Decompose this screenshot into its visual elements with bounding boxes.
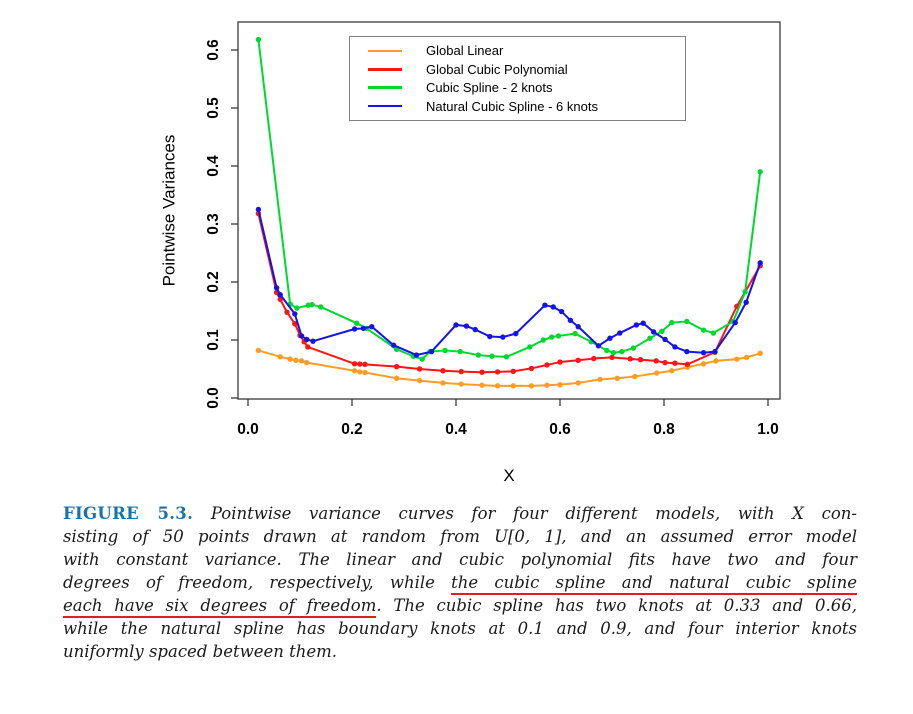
legend-item-global-cubic xyxy=(350,62,685,77)
data-point xyxy=(572,331,577,336)
data-point xyxy=(669,368,674,373)
data-point xyxy=(513,331,518,336)
data-point xyxy=(734,356,739,361)
caption-text: with constant variance. The linear and cubic polynomial fits have two and four xyxy=(63,550,857,569)
data-point xyxy=(287,356,292,361)
data-point xyxy=(473,327,478,332)
data-point xyxy=(352,326,357,331)
data-point xyxy=(357,361,362,366)
data-point xyxy=(459,369,464,374)
data-point xyxy=(758,169,763,174)
y-axis-tick-label: 0.0 xyxy=(205,387,223,409)
legend-label: Global Cubic Polynomial xyxy=(426,61,568,77)
data-point xyxy=(654,370,659,375)
figure-caption xyxy=(63,502,857,663)
x-axis-tick-label: 0.6 xyxy=(549,421,571,438)
data-point xyxy=(293,358,298,363)
data-point xyxy=(685,362,690,367)
data-point xyxy=(544,383,549,388)
data-point xyxy=(654,358,659,363)
data-point xyxy=(733,320,738,325)
data-point xyxy=(294,305,299,310)
x-axis-title: X xyxy=(503,466,515,485)
data-point xyxy=(511,383,516,388)
legend-label: Natural Cubic Spline - 6 knots xyxy=(426,98,598,114)
data-point xyxy=(504,354,509,359)
data-point xyxy=(542,303,547,308)
data-point xyxy=(284,309,289,314)
data-point xyxy=(417,366,422,371)
data-point xyxy=(701,327,706,332)
caption-underlined-text: each have six degrees of freedom xyxy=(63,596,376,618)
legend-label: Global Linear xyxy=(426,43,504,59)
data-point xyxy=(278,292,283,297)
legend-label: Cubic Spline - 2 knots xyxy=(426,80,553,96)
caption-text: uniformly spaced between them. xyxy=(63,642,338,661)
y-axis-tick-label: 0.4 xyxy=(205,155,223,177)
data-point xyxy=(495,383,500,388)
data-point xyxy=(440,368,445,373)
data-point xyxy=(391,343,396,348)
data-point xyxy=(299,333,304,338)
y-axis-title: Pointwise Variances xyxy=(159,134,179,287)
data-point xyxy=(549,334,554,339)
x-axis-tick-label: 1.0 xyxy=(757,421,779,438)
caption-underlined-text: the cubic spline and natural cubic spline xyxy=(451,573,857,595)
data-point xyxy=(299,358,304,363)
y-axis-tick-label: 0.2 xyxy=(205,271,223,293)
data-point xyxy=(628,356,633,361)
y-axis-tick-label: 0.3 xyxy=(205,213,223,235)
data-point xyxy=(309,302,314,307)
data-point xyxy=(369,324,374,329)
data-point xyxy=(489,354,494,359)
data-point xyxy=(274,285,279,290)
caption-line xyxy=(63,594,857,617)
legend-line-swatch xyxy=(368,105,402,108)
data-point xyxy=(414,352,419,357)
data-point xyxy=(607,336,612,341)
data-point xyxy=(557,359,562,364)
data-point xyxy=(352,361,357,366)
data-point xyxy=(318,304,323,309)
data-point xyxy=(479,383,484,388)
data-point xyxy=(742,289,747,294)
data-point xyxy=(420,356,425,361)
data-point xyxy=(576,358,581,363)
legend-item-global-linear xyxy=(350,43,685,58)
x-axis-tick-label: 0.8 xyxy=(653,421,675,438)
data-point xyxy=(684,349,689,354)
data-point xyxy=(744,355,749,360)
data-point xyxy=(256,37,261,42)
data-point xyxy=(701,361,706,366)
legend-line-swatch xyxy=(368,50,402,53)
data-point xyxy=(394,364,399,369)
caption-text: . The cubic spline has two knots at 0.33 and 0.66, xyxy=(376,596,857,615)
data-point xyxy=(576,324,581,329)
caption-line xyxy=(63,525,857,548)
data-point xyxy=(500,334,505,339)
data-point xyxy=(604,348,609,353)
caption-line xyxy=(63,617,857,640)
data-point xyxy=(394,376,399,381)
data-point xyxy=(459,381,464,386)
data-point xyxy=(743,300,748,305)
data-point xyxy=(529,383,534,388)
data-point xyxy=(611,350,616,355)
data-point xyxy=(292,311,297,316)
data-point xyxy=(557,382,562,387)
data-point xyxy=(662,337,667,342)
data-point xyxy=(527,344,532,349)
data-point xyxy=(457,349,462,354)
data-point xyxy=(711,330,716,335)
data-point xyxy=(256,348,261,353)
data-point xyxy=(619,349,624,354)
data-point xyxy=(417,378,422,383)
data-point xyxy=(352,368,357,373)
data-point xyxy=(758,351,763,356)
data-point xyxy=(357,369,362,374)
data-point xyxy=(672,361,677,366)
data-point xyxy=(551,304,556,309)
data-point xyxy=(632,374,637,379)
data-point xyxy=(495,369,500,374)
data-point xyxy=(464,323,469,328)
data-point xyxy=(647,336,652,341)
caption-line xyxy=(63,640,857,663)
caption-text: while the natural spline has boundary knots at 0.1 and 0.9, and four interior knots xyxy=(63,619,857,638)
data-point xyxy=(544,362,549,367)
data-point xyxy=(304,360,309,365)
data-point xyxy=(453,322,458,327)
caption-line xyxy=(63,571,857,594)
data-point xyxy=(556,333,561,338)
data-point xyxy=(559,309,564,314)
data-point xyxy=(713,358,718,363)
data-point xyxy=(617,330,622,335)
data-point xyxy=(362,362,367,367)
data-point xyxy=(304,337,309,342)
y-axis-tick-label: 0.6 xyxy=(205,39,223,61)
data-point xyxy=(362,370,367,375)
data-point xyxy=(651,329,656,334)
data-point xyxy=(758,260,763,265)
data-point xyxy=(634,322,639,327)
series-line-1 xyxy=(258,214,760,373)
data-point xyxy=(429,349,434,354)
series-line-3 xyxy=(258,210,760,356)
data-point xyxy=(541,337,546,342)
data-point xyxy=(631,345,636,350)
data-point xyxy=(310,338,315,343)
data-point xyxy=(638,357,643,362)
data-point xyxy=(256,207,261,212)
data-point xyxy=(278,354,283,359)
legend-line-swatch xyxy=(368,68,402,71)
data-point xyxy=(609,355,614,360)
data-point xyxy=(354,320,359,325)
data-point xyxy=(597,377,602,382)
x-axis-tick-label: 0.0 xyxy=(237,421,259,438)
data-point xyxy=(487,334,492,339)
data-point xyxy=(476,352,481,357)
caption-text: sisting of 50 points drawn at random from U[0, 1], and an assumed error model xyxy=(63,527,857,546)
data-point xyxy=(701,350,706,355)
data-point xyxy=(596,343,601,348)
legend-item-natural-spline xyxy=(350,99,685,114)
data-point xyxy=(576,380,581,385)
data-point xyxy=(591,356,596,361)
data-point xyxy=(568,318,573,323)
legend-line-swatch xyxy=(368,86,402,89)
data-point xyxy=(361,326,366,331)
data-point xyxy=(442,348,447,353)
caption-text: Pointwise variance curves for four different models, with X con- xyxy=(210,504,857,523)
data-point xyxy=(440,380,445,385)
data-point xyxy=(659,329,664,334)
data-point xyxy=(712,349,717,354)
caption-line xyxy=(63,502,857,525)
data-point xyxy=(479,369,484,374)
data-point xyxy=(305,344,310,349)
caption-line xyxy=(63,548,857,571)
data-point xyxy=(669,320,674,325)
x-axis-tick-label: 0.4 xyxy=(445,421,467,438)
data-point xyxy=(684,319,689,324)
legend-item-cubic-spline xyxy=(350,80,685,95)
data-point xyxy=(529,366,534,371)
caption-text: degrees of freedom, respectively, while xyxy=(63,573,452,592)
data-point xyxy=(511,369,516,374)
chart-legend xyxy=(349,36,686,121)
data-point xyxy=(641,320,646,325)
y-axis-tick-label: 0.1 xyxy=(205,329,223,351)
data-point xyxy=(615,376,620,381)
data-point xyxy=(672,344,677,349)
y-axis-tick-label: 0.5 xyxy=(205,97,223,119)
figure-label: FIGURE 5.3. xyxy=(63,504,194,523)
x-axis-tick-label: 0.2 xyxy=(341,421,363,438)
data-point xyxy=(662,360,667,365)
